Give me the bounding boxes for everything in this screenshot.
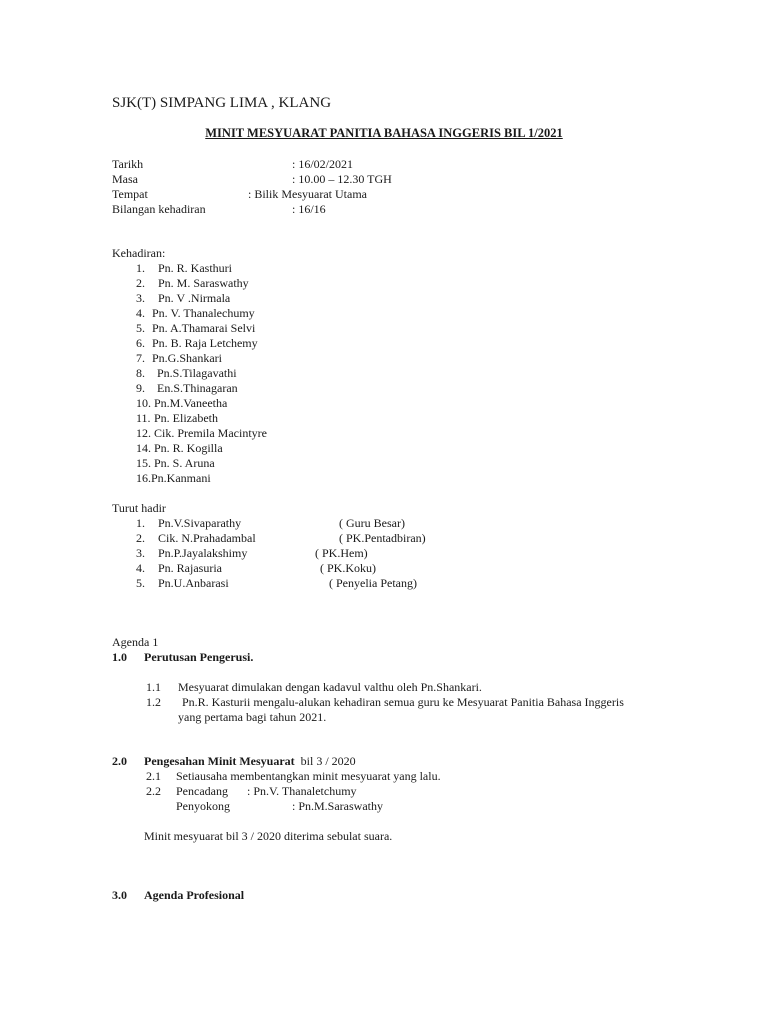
- list-item: 10. Pn.M.Vaneetha: [136, 396, 228, 410]
- list-item-number: 4.: [136, 561, 145, 575]
- list-item: 16.Pn.Kanmani: [136, 471, 211, 485]
- proposer-value: : Pn.V. Thanaletchumy: [247, 784, 357, 798]
- proposer-label: Pencadang: [176, 784, 228, 798]
- section-heading: Perutusan Pengerusi.: [144, 650, 254, 664]
- list-item-role: ( PK.Hem): [315, 546, 368, 560]
- list-item-number: 3.: [136, 546, 145, 560]
- list-item: 7. Pn.G.Shankari: [136, 351, 222, 365]
- seconder-value: : Pn.M.Saraswathy: [292, 799, 383, 813]
- item-text: Mesyuarat dimulakan dengan kadavul valthu oleh Pn.Shankari.: [178, 680, 482, 694]
- document-title: MINIT MESYUARAT PANITIA BAHASA INGGERIS BIL 1/2021: [205, 126, 563, 140]
- list-item-number: 5.: [136, 576, 145, 590]
- section-number: 1.0: [112, 650, 127, 664]
- list-item: 6. Pn. B. Raja Letchemy: [136, 336, 258, 350]
- meta-value-time: : 10.00 – 12.30 TGH: [292, 172, 392, 186]
- meta-label-venue: Tempat: [112, 187, 148, 201]
- attendance-heading: Kehadiran:: [112, 246, 166, 260]
- list-item-role: ( Penyelia Petang): [329, 576, 417, 590]
- conclusion-text: Minit mesyuarat bil 3 / 2020 diterima sebulat suara.: [144, 829, 393, 843]
- meta-label-time: Masa: [112, 172, 138, 186]
- list-item: 11. Pn. Elizabeth: [136, 411, 218, 425]
- list-item: 4. Pn. V. Thanalechumy: [136, 306, 255, 320]
- meta-value-venue: : Bilik Mesyuarat Utama: [248, 187, 367, 201]
- list-item: 5. Pn. A.Thamarai Selvi: [136, 321, 256, 335]
- agenda-1-label: Agenda 1: [112, 635, 159, 649]
- meta-label-date: Tarikh: [112, 157, 144, 171]
- attendance-list: [136, 261, 267, 486]
- item-number: 1.2: [146, 695, 161, 709]
- meta-value-attendance-count: : 16/16: [292, 202, 326, 216]
- section-heading: Pengesahan Minit Mesyuarat: [144, 754, 295, 768]
- list-item-number: 1.: [136, 516, 145, 530]
- list-item-name: Pn.P.Jayalakshimy: [158, 546, 248, 560]
- list-item-role: ( PK.Koku): [320, 561, 376, 575]
- list-item-name: Cik. N.Prahadambal: [158, 531, 256, 545]
- list-item-name: Pn. Rajasuria: [158, 561, 222, 575]
- list-item: 14. Pn. R. Kogilla: [136, 441, 223, 455]
- list-item: 15. Pn. S. Aruna: [136, 456, 215, 470]
- list-item-name: Pn.U.Anbarasi: [158, 576, 229, 590]
- school-name: SJK(T) SIMPANG LIMA , KLANG: [112, 95, 332, 111]
- list-item: 9. En.S.Thinagaran: [136, 381, 238, 395]
- list-item: 8. Pn.S.Tilagavathi: [136, 366, 237, 380]
- section-number: 3.0: [112, 888, 127, 902]
- item-text-continuation: yang pertama bagi tahun 2021.: [178, 710, 327, 724]
- seconder-label: Penyokong: [176, 799, 230, 813]
- section-heading-suffix: bil 3 / 2020: [300, 754, 356, 768]
- list-item: 2. Pn. M. Saraswathy: [136, 276, 249, 290]
- section-heading-line: [144, 754, 356, 769]
- item-text: Setiausaha membentangkan minit mesyuarat yang lalu.: [176, 769, 441, 783]
- meta-label-attendance-count: Bilangan kehadiran: [112, 202, 206, 216]
- section-number: 2.0: [112, 754, 127, 768]
- section-heading: Agenda Profesional: [144, 888, 245, 902]
- meta-value-date: : 16/02/2021: [292, 157, 354, 171]
- list-item: 3. Pn. V .Nirmala: [136, 291, 231, 305]
- item-number: 2.2: [146, 784, 161, 798]
- list-item-role: ( PK.Pentadbiran): [339, 531, 426, 545]
- list-item: 1. Pn. R. Kasthuri: [136, 261, 233, 275]
- item-number: 2.1: [146, 769, 161, 783]
- also-present-heading: Turut hadir: [112, 501, 166, 515]
- item-text: Pn.R. Kasturii mengalu-alukan kehadiran semua guru ke Mesyuarat Panitia Bahasa Inggeris: [182, 695, 624, 709]
- list-item-name: Pn.V.Sivaparathy: [158, 516, 242, 530]
- list-item-role: ( Guru Besar): [339, 516, 405, 530]
- item-number: 1.1: [146, 680, 161, 694]
- list-item-number: 2.: [136, 531, 145, 545]
- list-item: 12. Cik. Premila Macintyre: [136, 426, 267, 440]
